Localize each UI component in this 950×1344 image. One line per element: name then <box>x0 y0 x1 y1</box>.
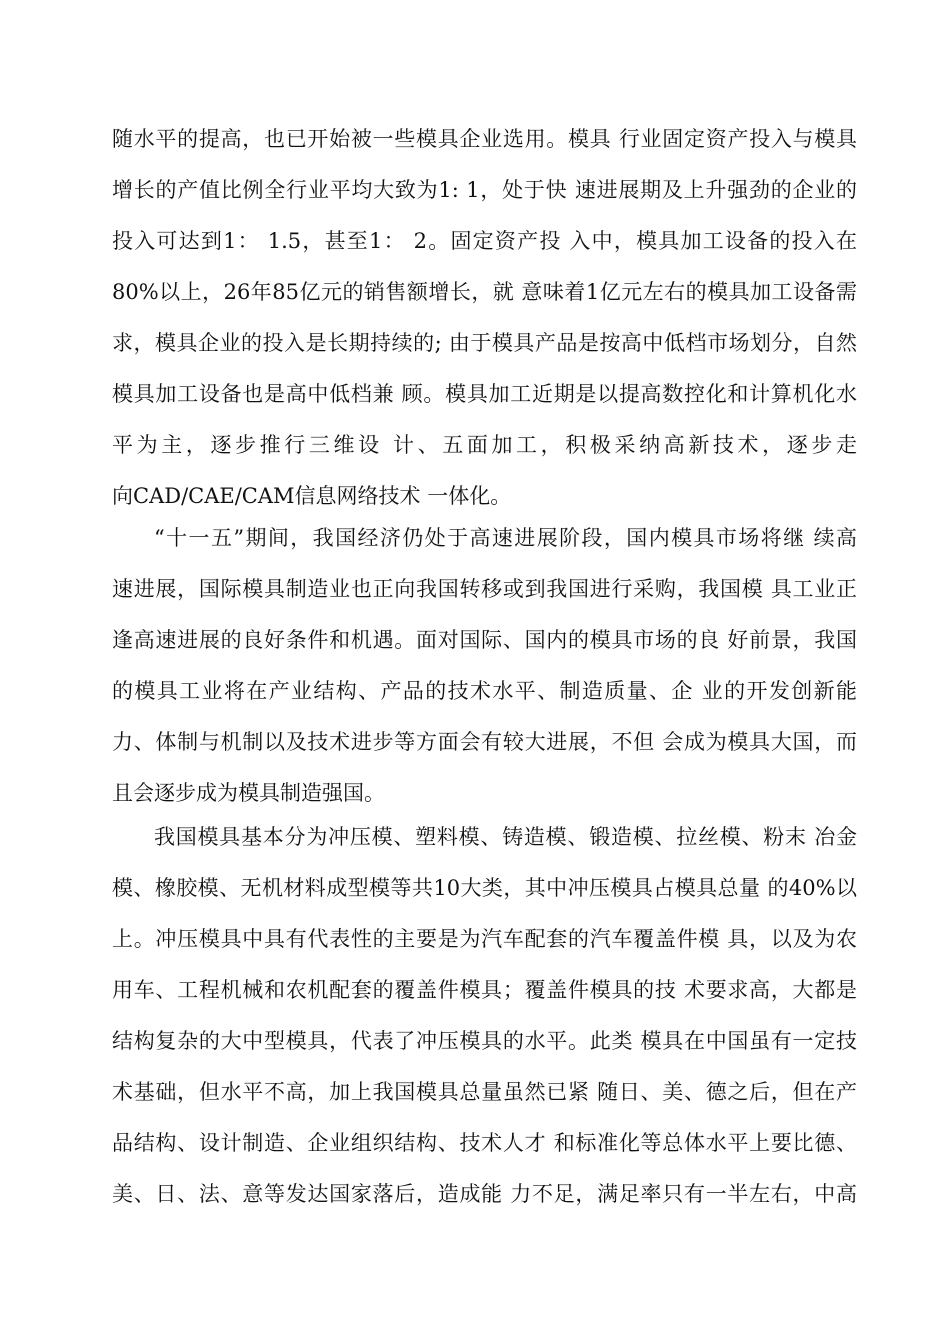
text-line: 模、橡胶模、无机材料成型模等共10大类，其中冲压模具占模具总量 的40%以 <box>112 876 857 900</box>
text-line: 美、日、法、意等发达国家落后，造成能 力不足，满足率只有一半左右，中高 <box>112 1182 857 1206</box>
text-line: 投入可达到1： 1.5，甚至1： 2。固定资产投 入中，模具加工设备的投入在 <box>112 229 857 253</box>
text-line: 向CAD/CAE/CAM信息网络技术 一体化。 <box>112 484 512 508</box>
text-line: “十一五”期间，我国经济仍处于高速进展阶段，国内模具市场将继 续高 <box>154 526 857 550</box>
text-line: 平为主，逐步推行三维设 计、五面加工，积极采纳高新技术，逐步走 <box>112 433 857 457</box>
text-line: 术基础，但水平不高，加上我国模具总量虽然已紧 随日、美、德之后，但在产 <box>112 1080 857 1104</box>
text-line: 上。冲压模具中具有代表性的主要是为汽车配套的汽车覆盖件模 具，以及为农 <box>112 927 857 951</box>
text-line: 结构复杂的大中型模具，代表了冲压模具的水平。此类 模具在中国虽有一定技 <box>112 1029 857 1053</box>
text-line: 80%以上，26年85亿元的销售额增长，就 意味着1亿元左右的模具加工设备需 <box>112 280 857 304</box>
text-line: 力、体制与机制以及技术进步等方面会有较大进展，不但 会成为模具大国，而 <box>112 730 857 754</box>
text-line: 求，模具企业的投入是长期持续的; 由于模具产品是按高中低档市场划分，自然 <box>112 331 857 355</box>
text-line: 用车、工程机械和农机配套的覆盖件模具；覆盖件模具的技 术要求高，大都是 <box>112 978 857 1002</box>
text-line: 模具加工设备也是高中低档兼 顾。模具加工近期是以提高数控化和计算机化水 <box>112 382 857 406</box>
text-line: 逢高速进展的良好条件和机遇。面对国际、国内的模具市场的良 好前景，我国 <box>112 628 857 652</box>
text-line: 的模具工业将在产业结构、产品的技术水平、制造质量、企 业的开发创新能 <box>112 679 857 703</box>
text-line: 速进展，国际模具制造业也正向我国转移或到我国进行采购，我国模 具工业正 <box>112 577 857 601</box>
text-line: 且会逐步成为模具制造强国。 <box>112 781 385 805</box>
paragraph-1 <box>112 114 857 522</box>
text-line: 增长的产值比例全行业平均大致为1: 1，处于快 速进展期及上升强劲的企业的 <box>112 178 857 202</box>
paragraph-2 <box>112 513 857 819</box>
text-line: 品结构、设计制造、企业组织结构、技术人才 和标准化等总体水平上要比德、 <box>112 1131 857 1155</box>
paragraph-3 <box>112 812 857 1220</box>
text-line: 我国模具基本分为冲压模、塑料模、铸造模、锻造模、拉丝模、粉末 冶金 <box>154 825 857 849</box>
text-line: 随水平的提高，也已开始被一些模具企业选用。模具 行业固定资产投入与模具 <box>112 127 857 151</box>
